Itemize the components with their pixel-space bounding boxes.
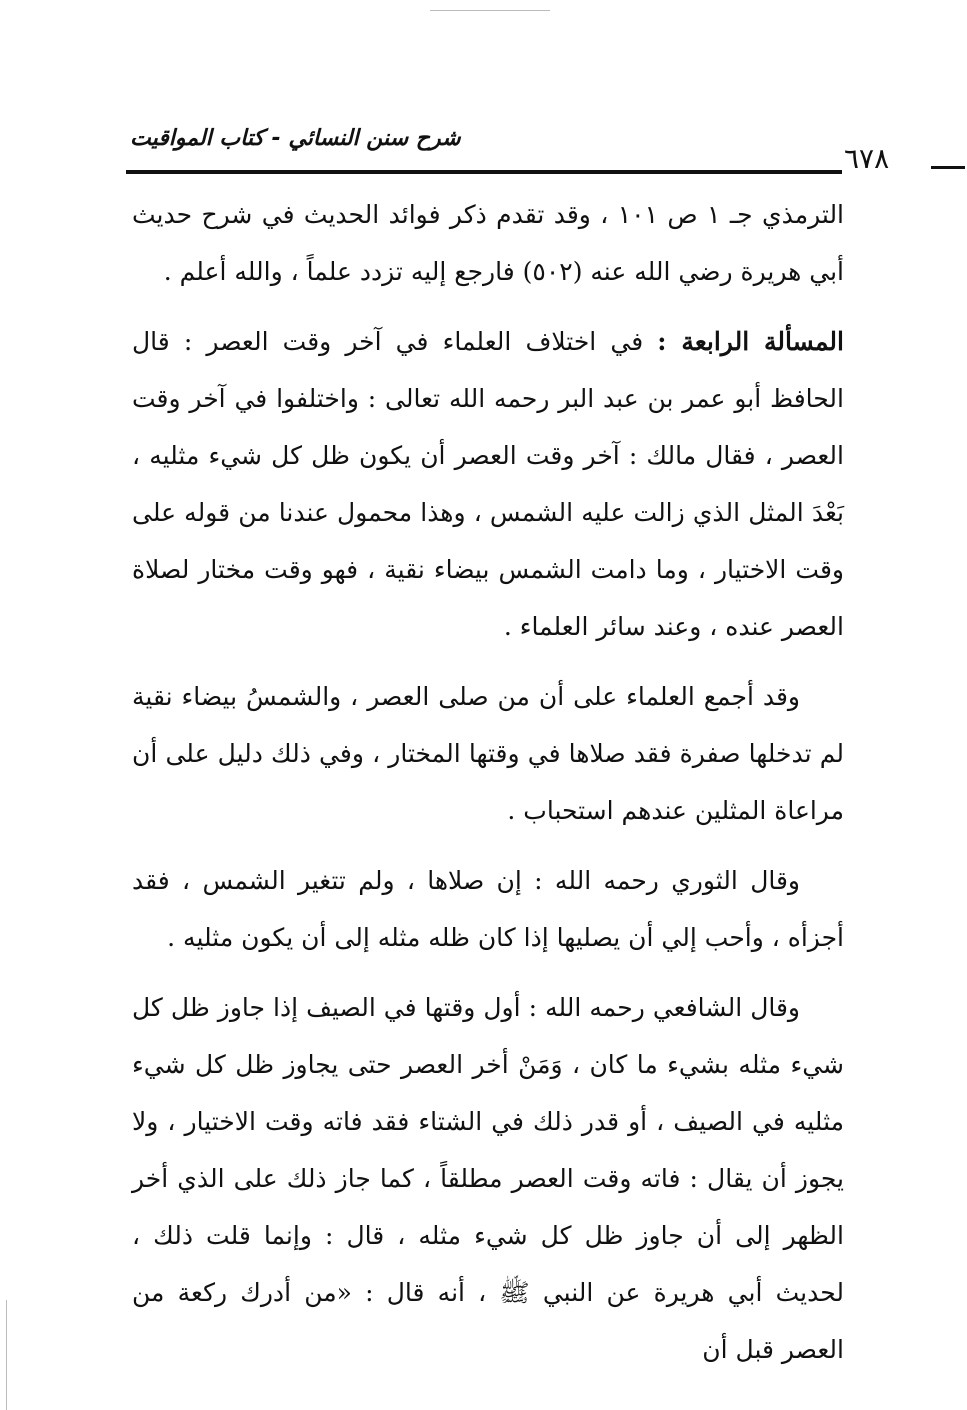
paragraph-fourth-issue	[132, 313, 844, 655]
paragraph-tirmidhi-reference	[132, 186, 844, 300]
paragraph-scholars-consensus	[132, 668, 844, 839]
page-number-dash	[931, 166, 965, 169]
header-rule	[126, 170, 842, 174]
left-scan-line	[6, 1300, 7, 1410]
top-scan-rule	[430, 10, 550, 11]
issue-heading: المسألة الرابعة :	[657, 327, 844, 356]
paragraph-text: في اختلاف العلماء في آخر وقت العصر : قال الحافظ أبو عمر بن عبد البر رحمه الله تعالى : واختلفوا في آخر وقت العصر ، فقال مالك : آخر وقت العصر أن يكون ظل كل شيء مثليه ، بَعْدَ المثل الذي زالت عليه الشمس ، وهذا محمول عندنا من قوله على وقت الاختيار ، وما دامت الشمس بيضاء نقية ، فهو وقت مختار لصلاة العصر عنده ، وعند سائر العلماء .	[132, 327, 844, 641]
paragraph-shafii-opinion	[132, 979, 844, 1378]
paragraph-text: وقال الثوري رحمه الله : إن صلاها ، ولم تتغير الشمس ، فقد أجزأه ، وأحب إلي أن يصليها إذا كان ظله مثله إلى أن يكون مثليه .	[132, 866, 844, 952]
paragraph-text: وقال الشافعي رحمه الله : أول وقتها في الصيف إذا جاوز ظل كل شيء مثله بشيء ما كان ، وَمَنْ أخر العصر حتى يجاوز ظل كل شيء مثليه في الصيف ، أو قدر ذلك في الشتاء فقد فاته وقت الاختيار ، ولا يجوز أن يقال : فاته وقت العصر مطلقاً ، كما جاز ذلك على الذي أخر الظهر إلى أن جاوز ظل كل شيء مثله ، قال : وإنما قلت ذلك ، لحديث أبي هريرة عن النبي ﷺ ، أنه قال : «من أدرك ركعة من العصر قبل أن	[132, 993, 844, 1364]
paragraph-text: الترمذي جـ ١ ص ١٠١ ، وقد تقدم ذكر فوائد الحديث في شرح حديث أبي هريرة رضي الله عنه (٥٠٢) فارجع إليه تزدد علماً ، والله أعلم .	[132, 200, 845, 286]
page-number: ٦٧٨	[844, 142, 890, 175]
paragraph-thawri-opinion	[132, 852, 844, 966]
paragraph-text: وقد أجمع العلماء على أن من صلى العصر ، والشمسُ بيضاء نقية لم تدخلها صفرة فقد صلاها في وقتها المختار ، وفي ذلك دليل على أن مراعاة المثلين عندهم استحباب .	[132, 682, 844, 825]
running-title: شرح سنن النسائي - كتاب المواقيت	[130, 126, 461, 151]
page-header	[126, 112, 890, 182]
body-text	[132, 186, 844, 1378]
